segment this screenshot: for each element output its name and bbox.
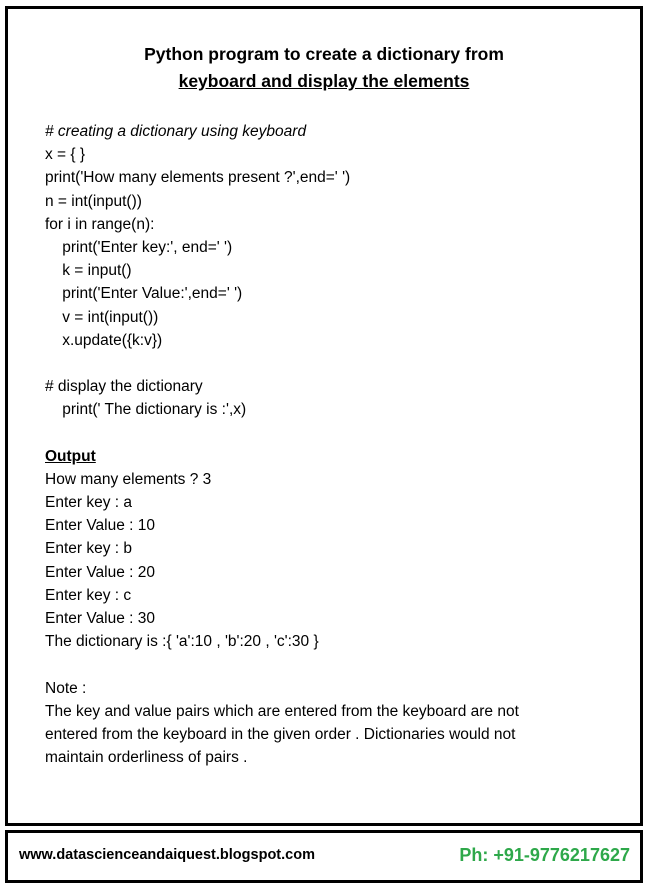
note-line: entered from the keyboard in the given order . Dictionaries would not — [45, 725, 516, 743]
output-line: How many elements ? 3 — [45, 470, 212, 488]
code-line: # display the dictionary — [45, 378, 203, 396]
output-line: Enter Value : 30 — [45, 609, 156, 627]
code-line: x = { } — [45, 146, 86, 164]
code-line: # creating a dictionary using keyboard — [45, 123, 307, 140]
phone-number: Ph: +91-9776217627 — [459, 845, 630, 865]
footer-bar — [5, 830, 643, 883]
page-title-line-2-text: keyboard and display the elements — [178, 71, 470, 91]
page-title-line-2 — [0, 71, 648, 92]
output-line: Enter key : b — [45, 540, 133, 558]
code-line: v = int(input()) — [45, 308, 159, 326]
output-line: Enter Value : 10 — [45, 517, 156, 535]
code-line: k = input() — [45, 262, 132, 280]
output-line: Enter Value : 20 — [45, 563, 156, 581]
page-title-line-1: Python program to create a dictionary from — [144, 44, 504, 64]
note-heading: Note : — [45, 679, 87, 697]
code-line: print('Enter key:', end=' ') — [45, 238, 233, 256]
content-body — [45, 120, 519, 769]
note-line: The key and value pairs which are entered from the keyboard are not — [45, 702, 519, 720]
website-url: www.datascienceandaiquest.blogspot.com — [19, 847, 315, 863]
code-line: n = int(input()) — [45, 192, 142, 210]
spacer — [45, 421, 519, 444]
output-line: The dictionary is :{ 'a':10 , 'b':20 , 'c':30 } — [45, 633, 319, 651]
code-line: for i in range(n): — [45, 215, 155, 233]
output-heading: Output — [45, 447, 96, 465]
output-line: Enter key : c — [45, 586, 132, 604]
note-line: maintain orderliness of pairs . — [45, 749, 248, 767]
code-line: print('How many elements present ?',end=' ') — [45, 169, 351, 187]
code-line: print(' The dictionary is :',x) — [45, 401, 247, 419]
output-line: Enter key : a — [45, 494, 133, 511]
spacer — [45, 653, 519, 676]
code-line: x.update({k:v}) — [45, 331, 163, 349]
code-line — [45, 352, 519, 375]
code-line: print('Enter Value:',end=' ') — [45, 285, 243, 303]
